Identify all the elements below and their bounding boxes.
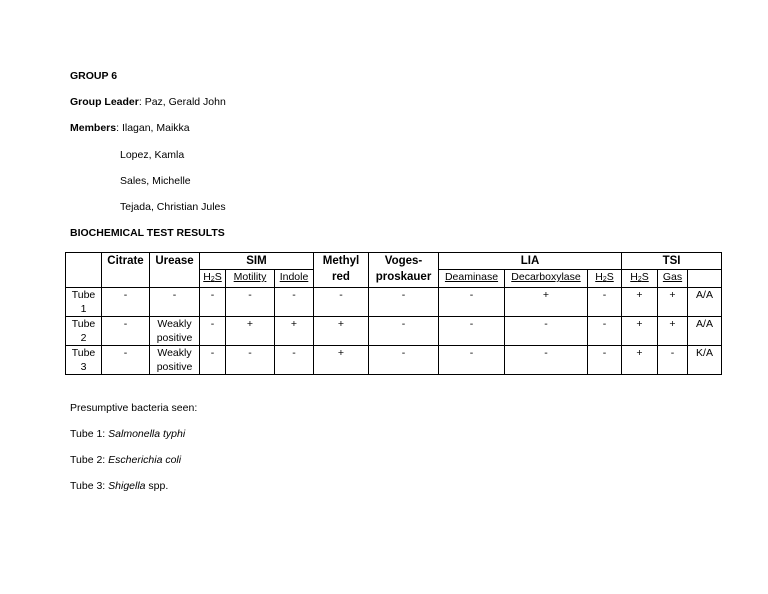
subheader-decarboxylase: Decarboxylase bbox=[505, 270, 588, 288]
table-cell: - bbox=[314, 288, 369, 317]
table-cell: - bbox=[369, 288, 439, 317]
table-cell: - bbox=[200, 346, 226, 375]
corner-cell bbox=[66, 253, 102, 288]
table-cell: - bbox=[439, 288, 505, 317]
header-sim: SIM bbox=[200, 253, 314, 270]
organism-3: Shigella bbox=[108, 480, 146, 492]
table-cell: - bbox=[505, 317, 588, 346]
table-row bbox=[66, 288, 722, 317]
header-voges-proskauer: Voges-proskauer bbox=[369, 253, 439, 288]
table-cell: A/A bbox=[688, 288, 722, 317]
section-title: BIOCHEMICAL TEST RESULTS bbox=[70, 227, 225, 239]
subheader-sim-h2s: $H_2S$ bbox=[200, 270, 226, 288]
organism-2: Escherichia coli bbox=[108, 454, 182, 466]
member-4: Tejada, Christian Jules bbox=[120, 201, 226, 213]
presumptive-tube-1: Tube 1: Salmonella typhi bbox=[70, 428, 186, 440]
table-cell: - bbox=[226, 288, 275, 317]
table-cell: - bbox=[150, 288, 200, 317]
subheader-lia-h2s: $H_2S$ bbox=[588, 270, 622, 288]
member-2: Lopez, Kamla bbox=[120, 149, 185, 161]
member-3: Sales, Michelle bbox=[120, 175, 191, 187]
header-urease: Urease bbox=[150, 253, 200, 288]
members-label: Members bbox=[70, 122, 117, 134]
header-row bbox=[66, 253, 722, 270]
table-row bbox=[66, 346, 722, 375]
result-rows bbox=[66, 288, 722, 375]
header-methyl-red: Methyl red bbox=[314, 253, 369, 288]
header-lia: LIA bbox=[439, 253, 622, 270]
presumptive-tube-3: Tube 3: Shigella spp. bbox=[70, 480, 169, 492]
table-cell: - bbox=[369, 317, 439, 346]
presumptive-title: Presumptive bacteria seen: bbox=[70, 402, 198, 414]
table-cell: + bbox=[658, 288, 688, 317]
header-tsi: TSI bbox=[622, 253, 722, 270]
table-cell: - bbox=[439, 346, 505, 375]
table-cell: + bbox=[226, 317, 275, 346]
table-cell: - bbox=[505, 346, 588, 375]
table-cell: - bbox=[200, 317, 226, 346]
subheader-motility: Motility bbox=[226, 270, 275, 288]
table-row bbox=[66, 317, 722, 346]
table-cell: Weakly positive bbox=[150, 346, 200, 375]
subheader-deaminase: Deaminase bbox=[439, 270, 505, 288]
table-cell: - bbox=[369, 346, 439, 375]
table-cell: + bbox=[658, 317, 688, 346]
group-title: GROUP 6 bbox=[70, 70, 118, 82]
table-cell: + bbox=[622, 288, 658, 317]
members-line bbox=[70, 122, 190, 135]
table-cell: - bbox=[102, 288, 150, 317]
table-cell: - bbox=[275, 346, 314, 375]
table-cell: K/A bbox=[688, 346, 722, 375]
table-cell: - bbox=[588, 317, 622, 346]
table-cell: + bbox=[314, 317, 369, 346]
header-citrate: Citrate bbox=[102, 253, 150, 288]
table-cell: + bbox=[622, 317, 658, 346]
biochemical-results-table bbox=[65, 252, 722, 375]
table-cell: Weakly positive bbox=[150, 317, 200, 346]
subheader-tsi-h2s: $H_2S$ bbox=[622, 270, 658, 288]
table-cell: - bbox=[200, 288, 226, 317]
row-label: Tube 3 bbox=[66, 346, 102, 375]
group-leader-line bbox=[70, 96, 226, 109]
member-1: : Ilagan, Maikka bbox=[116, 122, 190, 134]
row-label: Tube 1 bbox=[66, 288, 102, 317]
table-cell: - bbox=[226, 346, 275, 375]
organism-1: Salmonella typhi bbox=[108, 428, 186, 440]
table-cell: A/A bbox=[688, 317, 722, 346]
table-cell: - bbox=[102, 317, 150, 346]
table-cell: + bbox=[275, 317, 314, 346]
table-cell: - bbox=[439, 317, 505, 346]
table-cell: - bbox=[588, 288, 622, 317]
group-leader-name: : Paz, Gerald John bbox=[138, 96, 226, 108]
table-cell: - bbox=[102, 346, 150, 375]
table-cell: + bbox=[314, 346, 369, 375]
subheader-indole: Indole bbox=[275, 270, 314, 288]
group-leader-label: Group Leader bbox=[70, 96, 139, 108]
table-cell: - bbox=[658, 346, 688, 375]
table-cell: - bbox=[275, 288, 314, 317]
presumptive-tube-2: Tube 2: Escherichia coli bbox=[70, 454, 182, 466]
subheader-tsi-result bbox=[688, 270, 722, 288]
table-cell: + bbox=[622, 346, 658, 375]
subheader-gas: Gas bbox=[658, 270, 688, 288]
table-cell: - bbox=[588, 346, 622, 375]
row-label: Tube 2 bbox=[66, 317, 102, 346]
table-cell: + bbox=[505, 288, 588, 317]
